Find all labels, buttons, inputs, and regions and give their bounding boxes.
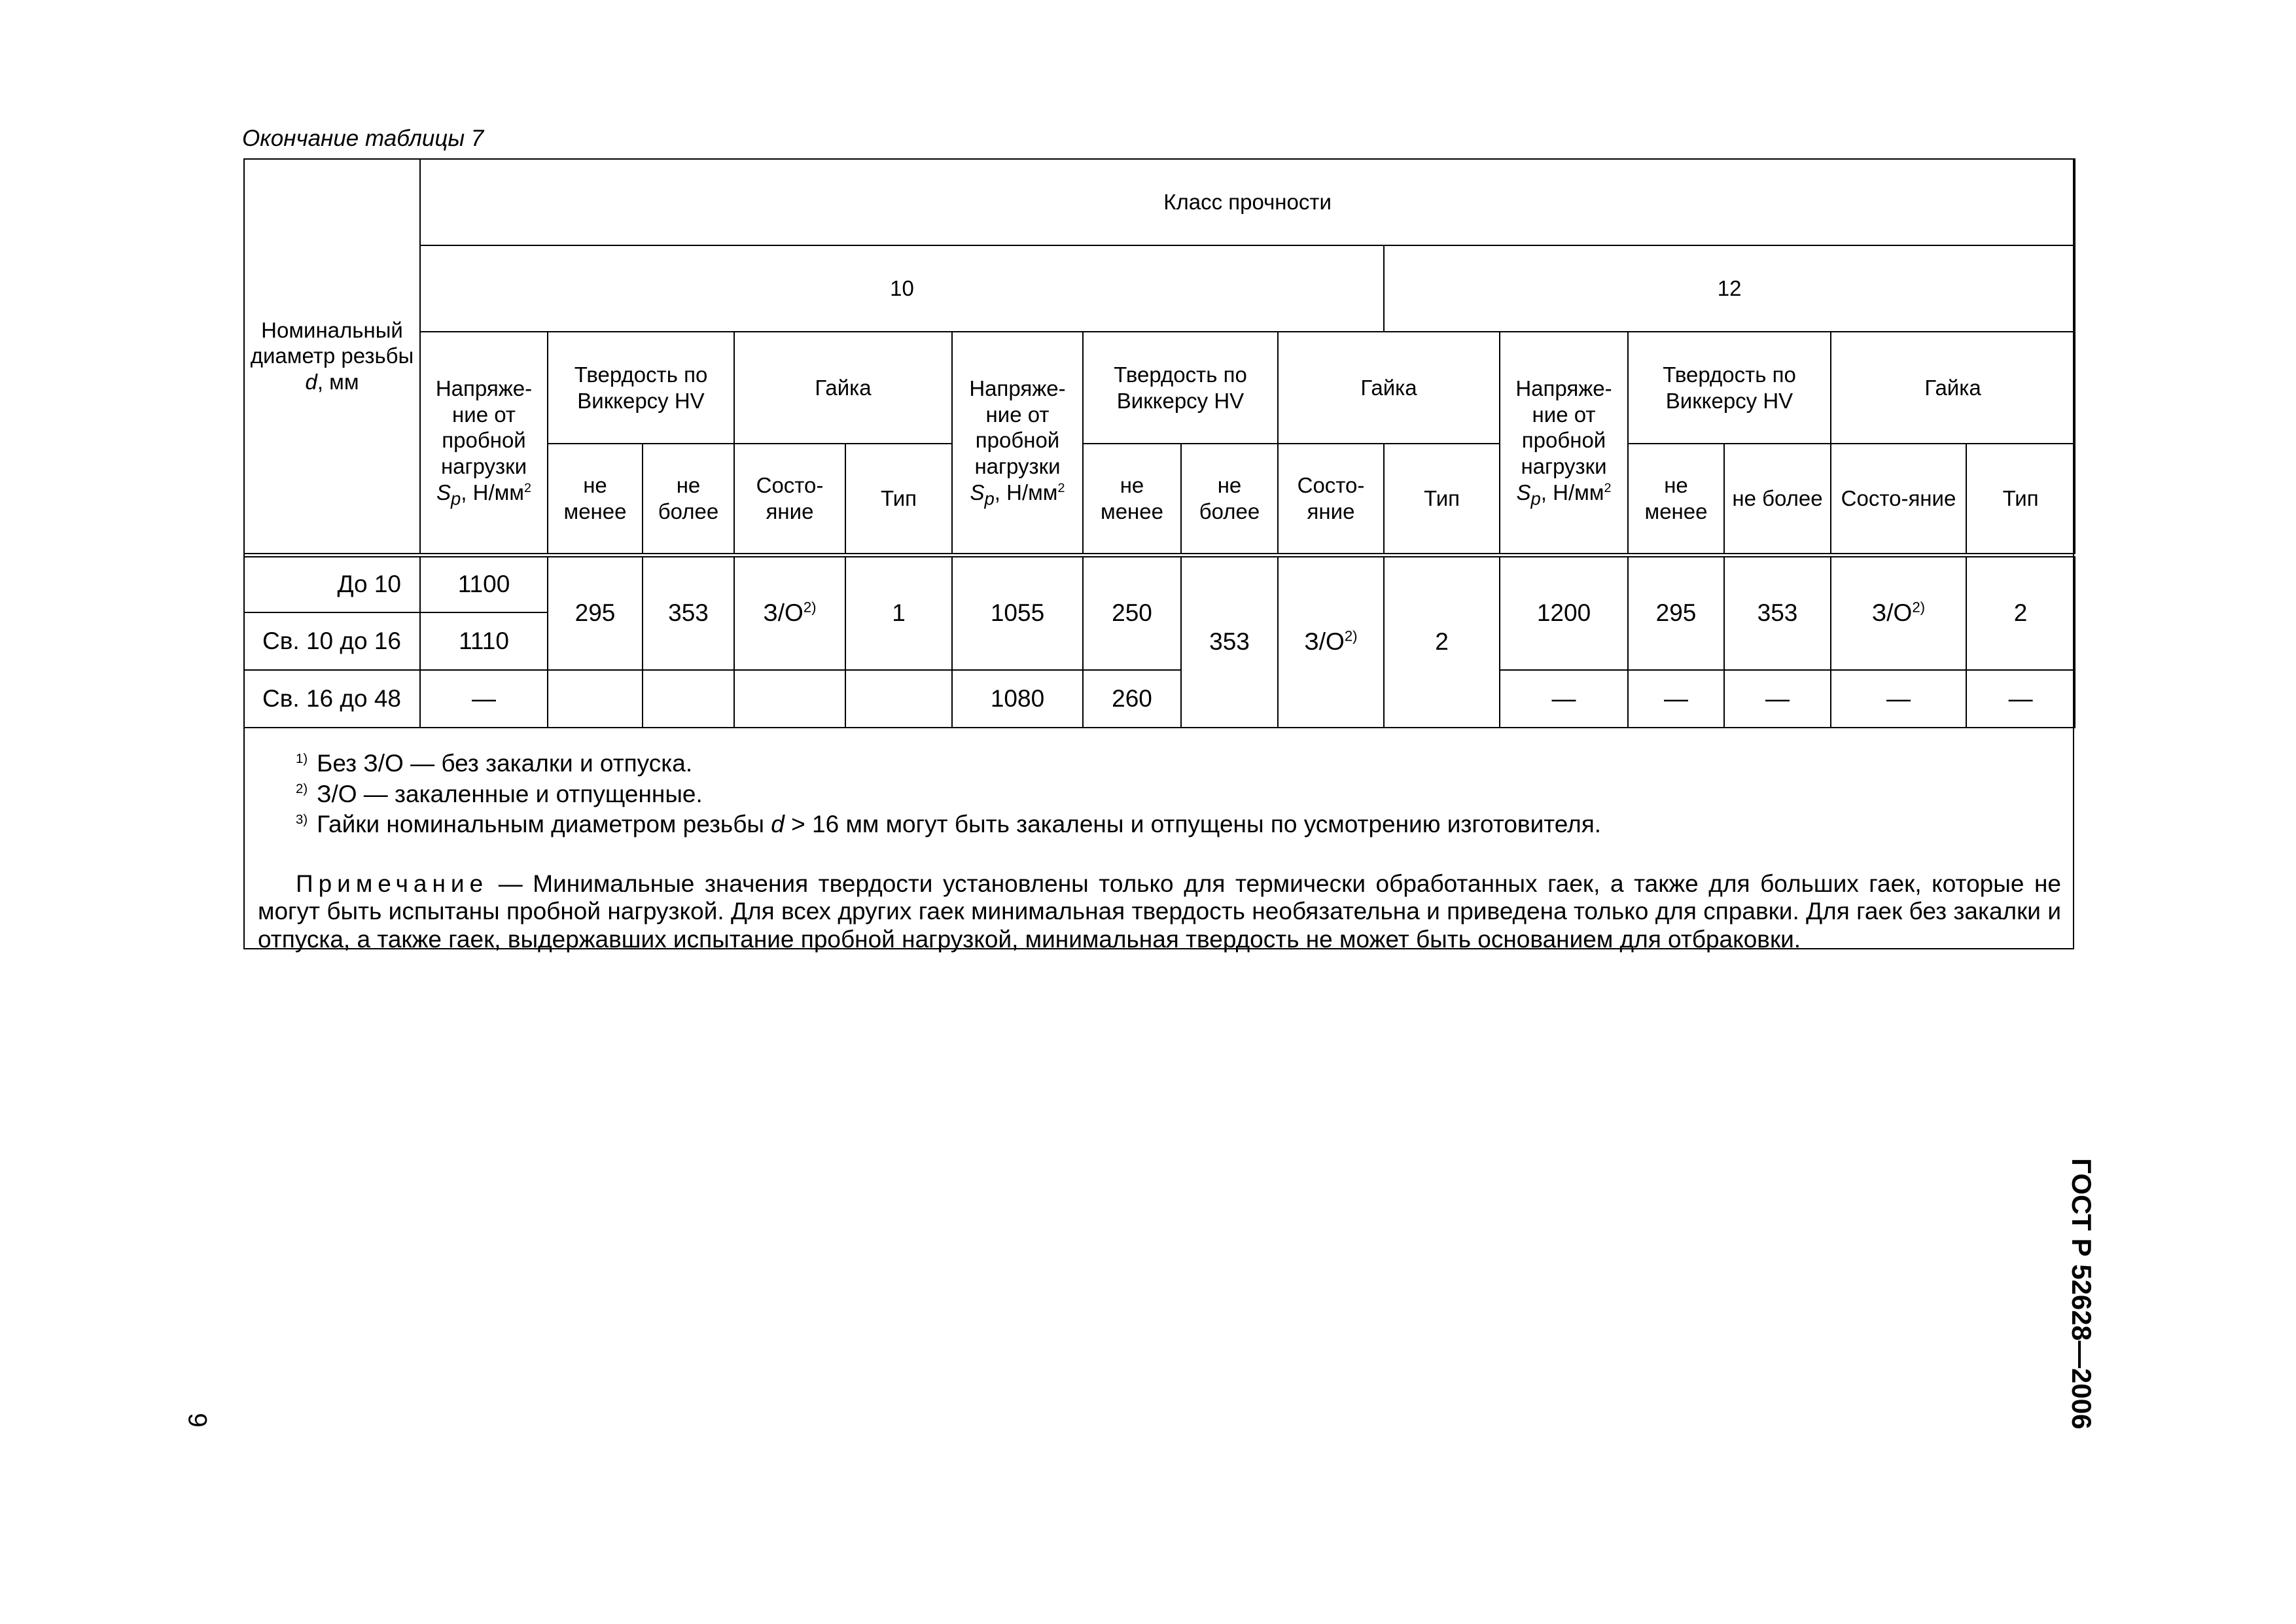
note-label: Примечание: [296, 870, 489, 897]
header-hardness-12: Твердость по Виккерсу HV: [1628, 332, 1831, 444]
document-code: ГОСТ Р 52628—2006: [2066, 1158, 2097, 1430]
cell-stress-10b: 1080: [952, 670, 1083, 728]
header-max-10a: не более: [643, 444, 734, 555]
header-min-10b: не менее: [1083, 444, 1181, 555]
cell-state-10a: [734, 670, 845, 728]
cell-type-12: —: [1966, 670, 2075, 728]
cell-state-10b: $З/О^{2)}$: [1278, 555, 1384, 728]
footnote-2: $^{2)}$ З/О — закаленные и отпущенные.: [296, 780, 703, 807]
footnote-1: $^{1)}$ Без З/О — без закалки и отпуска.: [296, 750, 693, 777]
header-max-12: не более: [1724, 444, 1831, 555]
table-row: [244, 555, 2075, 612]
cell-hmin-12: 295: [1628, 555, 1724, 670]
table-row: [244, 670, 2075, 728]
cell-hmin-10b: 250: [1083, 555, 1181, 670]
header-strength-class: Класс прочности: [420, 159, 2075, 245]
header-min-12: не менее: [1628, 444, 1724, 555]
header-hardness-10a: Твердость по Виккерсу HV: [548, 332, 734, 444]
cell-type-10b: 2: [1384, 555, 1500, 728]
note-text: — Минимальные значения твердости установлены только для термически обработанных гаек, а также для больших гаек, которые не могут быть испытаны пробной нагрузкой. Для всех других гаек минимальная твердость необязательна и приведена только для справки. Для гаек без закалки и отпуска, а также гаек, выдержавших испытание пробной нагрузкой, минимальная твердость не может быть основанием для отбраковки.: [258, 870, 2061, 953]
cell-type-12: 2: [1966, 555, 2075, 670]
header-state-10b: Состо-яние: [1278, 444, 1384, 555]
cell-stress-10a: 1110: [420, 612, 548, 670]
cell-hmax-10b: 353: [1181, 555, 1278, 728]
header-stress-10a: Напряже- ние от пробной нагрузки $S_p$, $Н/мм^2$: [420, 332, 548, 555]
row-label: Св. 16 до 48: [244, 670, 420, 728]
cell-hmax-10a: [643, 670, 734, 728]
cell-type-10a: 1: [845, 555, 952, 670]
header-nut-10a: Гайка: [734, 332, 952, 444]
cell-stress-10b: 1055: [952, 555, 1083, 670]
row-label: До 10: [244, 555, 420, 612]
header-state-12: Состо-яние: [1831, 444, 1966, 555]
header-class-12: 12: [1384, 245, 2075, 332]
table-note: [258, 870, 2061, 954]
cell-hmax-10a: 353: [643, 555, 734, 670]
header-stress-10b: Напряже- ние от пробной нагрузки $S_p$, $Н/мм^2$: [952, 332, 1083, 555]
header-state-10a: Состо-яние: [734, 444, 845, 555]
footnote-3: $^{3)}$ Гайки номинальным диаметром резьбы d > 16 мм могут быть закалены и отпущены по усмотрению изготовителя.: [296, 811, 1602, 838]
strength-table: [243, 158, 2075, 728]
cell-type-10a: [845, 670, 952, 728]
cell-hmax-12: —: [1724, 670, 1831, 728]
cell-hmax-12: 353: [1724, 555, 1831, 670]
cell-hmin-10a: 295: [548, 555, 643, 670]
cell-state-12: —: [1831, 670, 1966, 728]
cell-state-10a: $З/О^{2)}$: [734, 555, 845, 670]
cell-stress-12: 1200: [1500, 555, 1628, 670]
cell-stress-10a: —: [420, 670, 548, 728]
header-class-10: 10: [420, 245, 1384, 332]
table-caption: Окончание таблицы 7: [242, 126, 484, 151]
row-label: Св. 10 до 16: [244, 612, 420, 670]
header-diameter: Номинальный диаметр резьбы d, мм: [244, 159, 420, 555]
table-notes: [243, 730, 2074, 953]
cell-hmin-10a: [548, 670, 643, 728]
cell-stress-10a: 1100: [420, 555, 548, 612]
header-type-10b: Тип: [1384, 444, 1500, 555]
header-nut-12: Гайка: [1831, 332, 2075, 444]
header-type-12: Тип: [1966, 444, 2075, 555]
cell-stress-12: —: [1500, 670, 1628, 728]
header-hardness-10b: Твердость по Виккерсу HV: [1083, 332, 1278, 444]
cell-hmin-10b: 260: [1083, 670, 1181, 728]
cell-state-12: $З/О^{2)}$: [1831, 555, 1966, 670]
header-nut-10b: Гайка: [1278, 332, 1500, 444]
header-max-10b: не более: [1181, 444, 1278, 555]
header-type-10a: Тип: [845, 444, 952, 555]
cell-hmin-12: —: [1628, 670, 1724, 728]
header-min-10a: не менее: [548, 444, 643, 555]
header-stress-12: Напряже- ние от пробной нагрузки $S_p$, $Н/мм^2$: [1500, 332, 1628, 555]
page-number: 9: [183, 1413, 212, 1428]
